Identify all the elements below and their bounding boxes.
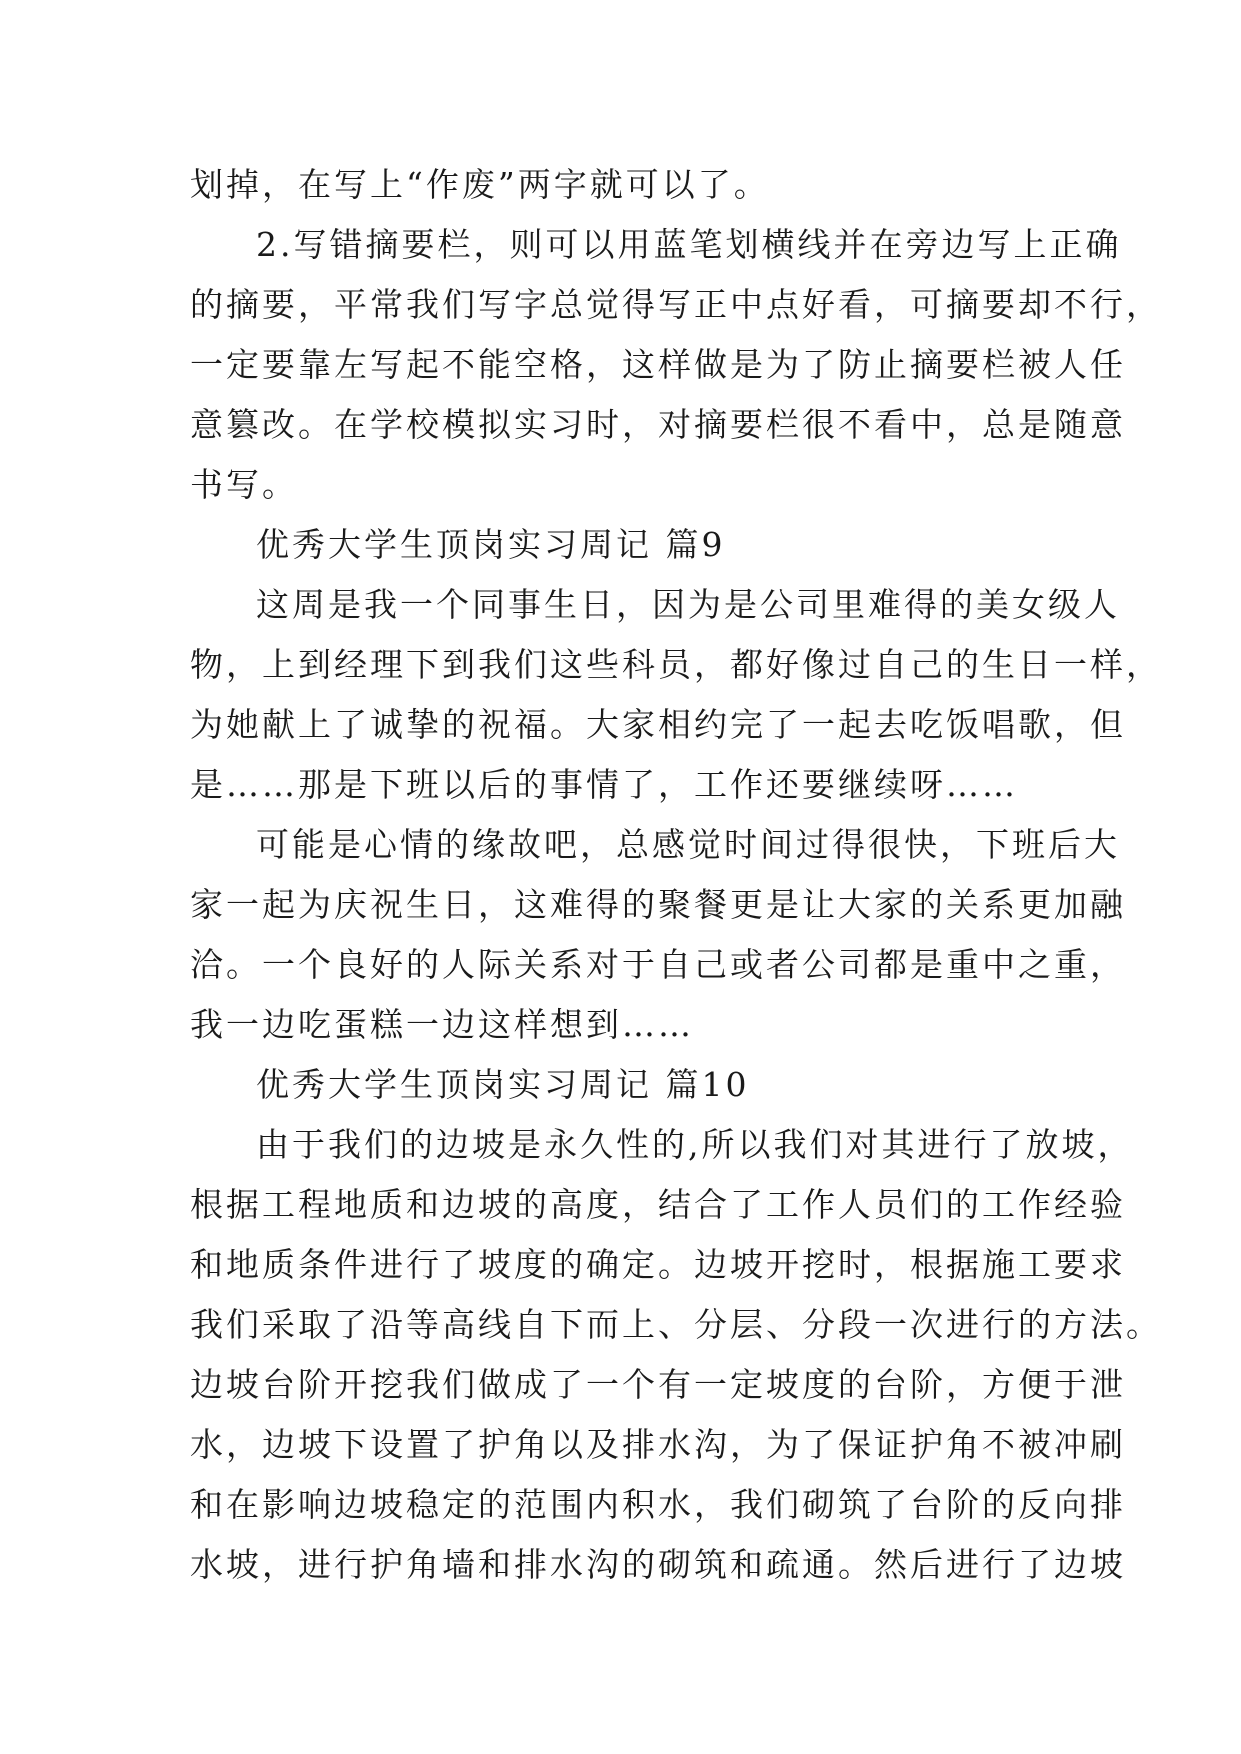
text-line: 可能是心情的缘故吧，总感觉时间过得很快，下班后大 [256, 825, 1120, 864]
text-line: 家一起为庆祝生日，这难得的聚餐更是让大家的关系更加融 [190, 885, 1126, 924]
text-line: 物，上到经理下到我们这些科员，都好像过自己的生日一样， [190, 645, 1162, 684]
text-line: 和地质条件进行了坡度的确定。边坡开挖时，根据施工要求 [190, 1245, 1126, 1284]
text-line: 洽。一个良好的人际关系对于自己或者公司都是重中之重， [190, 945, 1126, 984]
text-line: 边坡台阶开挖我们做成了一个有一定坡度的台阶，方便于泄 [190, 1365, 1126, 1404]
text-line: 书写。 [190, 465, 298, 504]
text-line: 的摘要，平常我们写字总觉得写正中点好看，可摘要却不行， [190, 285, 1162, 324]
section-heading: 优秀大学生顶岗实习周记 篇10 [256, 1065, 750, 1104]
text-line: 为她献上了诚挚的祝福。大家相约完了一起去吃饭唱歌，但 [190, 705, 1126, 744]
text-line: 水坡，进行护角墙和排水沟的砌筑和疏通。然后进行了边坡 [190, 1545, 1126, 1584]
text-line: 一定要靠左写起不能空格，这样做是为了防止摘要栏被人任 [190, 345, 1126, 384]
text-line: 根据工程地质和边坡的高度，结合了工作人员们的工作经验 [190, 1185, 1126, 1224]
text-line: 和在影响边坡稳定的范围内积水，我们砌筑了台阶的反向排 [190, 1485, 1126, 1524]
text-line: 划掉，在写上“作废”两字就可以了。 [190, 165, 770, 204]
document-body [190, 155, 1162, 1595]
text-line: 这周是我一个同事生日，因为是公司里难得的美女级人 [256, 585, 1120, 624]
text-line: 由于我们的边坡是永久性的,所以我们对其进行了放坡， [256, 1125, 1134, 1164]
section-heading: 优秀大学生顶岗实习周记 篇9 [256, 525, 726, 564]
text-line: 我一边吃蛋糕一边这样想到…… [190, 1005, 694, 1044]
text-line: 2.写错摘要栏，则可以用蓝笔划横线并在旁边写上正确 [256, 225, 1122, 264]
text-line: 意篡改。在学校模拟实习时，对摘要栏很不看中，总是随意 [190, 405, 1126, 444]
text-line: 水，边坡下设置了护角以及排水沟，为了保证护角不被冲刷 [190, 1425, 1126, 1464]
text-line: 是……那是下班以后的事情了，工作还要继续呀…… [190, 765, 1018, 804]
text-line: 我们采取了沿等高线自下而上、分层、分段一次进行的方法。 [190, 1305, 1162, 1344]
